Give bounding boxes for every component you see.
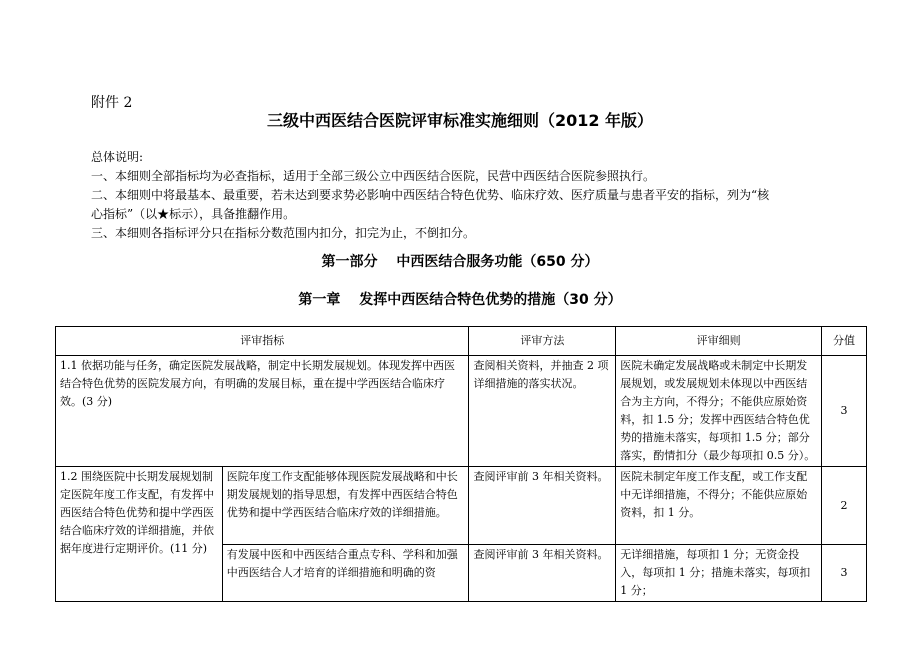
header-score: 分值 bbox=[822, 327, 867, 356]
row2-indicator: 1.2 围绕医院中长期发展规划制定医院年度工作支配，有发挥中西医结合特色优势和提中学西医结合临床疗效的详细措施，并依据年度进行定期评价。(11 分) bbox=[56, 467, 223, 602]
header-indicator: 评审指标 bbox=[56, 327, 469, 356]
notes-item-2-cont: 心指标”（以★标示），具备推翻作用。 bbox=[91, 207, 296, 221]
notes-item-1: 一、本细则全部指标均为必查指标，适用于全部三级公立中西医结合医院，民营中西医结合医院参照执行。 bbox=[91, 169, 656, 183]
row1-method: 查阅相关资料，并抽查 2 项详细措施的落实状况。 bbox=[469, 356, 616, 467]
table-row bbox=[56, 356, 867, 467]
header-detail: 评审细则 bbox=[616, 327, 822, 356]
part-title: 第一部分 中西医结合服务功能（650 分） bbox=[321, 254, 599, 270]
row2-sub2-criteria: 有发展中医和中西医结合重点专科、学科和加强中西医结合人才培育的详细措施和明确的资 bbox=[222, 545, 469, 602]
row2-sub1-score: 2 bbox=[822, 467, 867, 545]
row2-sub2-detail: 无详细措施，每项扣 1 分；无资金投入，每项扣 1 分；措施未落实，每项扣 1 分； bbox=[616, 545, 822, 602]
row1-indicator: 1.1 依据功能与任务，确定医院发展战略，制定中长期发展规划。体现发挥中西医结合特色优势的医院发展方向，有明确的发展目标，重在提中学西医结合临床疗效。(3 分) bbox=[56, 356, 469, 467]
general-notes bbox=[91, 148, 831, 243]
row2-sub1-method: 查阅评审前 3 年相关资料。 bbox=[469, 467, 616, 545]
row2-sub1-detail: 医院未制定年度工作支配，或工作支配中无详细措施，不得分；不能供应原始资料，扣 1 分。 bbox=[616, 467, 822, 545]
document-title: 三级中西医结合医院评审标准实施细则（2012 年版） bbox=[266, 111, 654, 130]
attachment-label: 附件 2 bbox=[91, 95, 133, 111]
row2-sub1-criteria: 医院年度工作支配能够体现医院发展战略和中长期发展规划的指导思想，有发挥中西医结合特色优势和提中学西医结合临床疗效的详细措施。 bbox=[222, 467, 469, 545]
row1-detail: 医院未确定发展战略或未制定中长期发展规划，或发展规划未体现以中西医结合为主方向，不得分；不能供应原始资料，扣 1.5 分；发挥中西医结合特色优势的措施未落实，每项扣 1.5 分；部分落实，酌情扣分（最少每项扣 0.5 分）。 bbox=[616, 356, 822, 467]
notes-heading: 总体说明: bbox=[91, 150, 144, 164]
row2-sub2-score: 3 bbox=[822, 545, 867, 602]
table-row bbox=[56, 467, 867, 545]
review-table bbox=[55, 326, 867, 602]
chapter-title: 第一章 发挥中西医结合特色优势的措施（30 分） bbox=[298, 292, 622, 308]
header-method: 评审方法 bbox=[469, 327, 616, 356]
table-header-row bbox=[56, 327, 867, 356]
row1-score: 3 bbox=[822, 356, 867, 467]
notes-item-3: 三、本细则各指标评分只在指标分数范围内扣分，扣完为止，不倒扣分。 bbox=[91, 226, 476, 240]
row2-sub2-method: 查阅评审前 3 年相关资料。 bbox=[469, 545, 616, 602]
notes-item-2: 二、本细则中将最基本、最重要，若未达到要求势必影响中西医结合特色优势、临床疗效、医疗质量与患者平安的指标，列为“核 bbox=[91, 188, 770, 202]
